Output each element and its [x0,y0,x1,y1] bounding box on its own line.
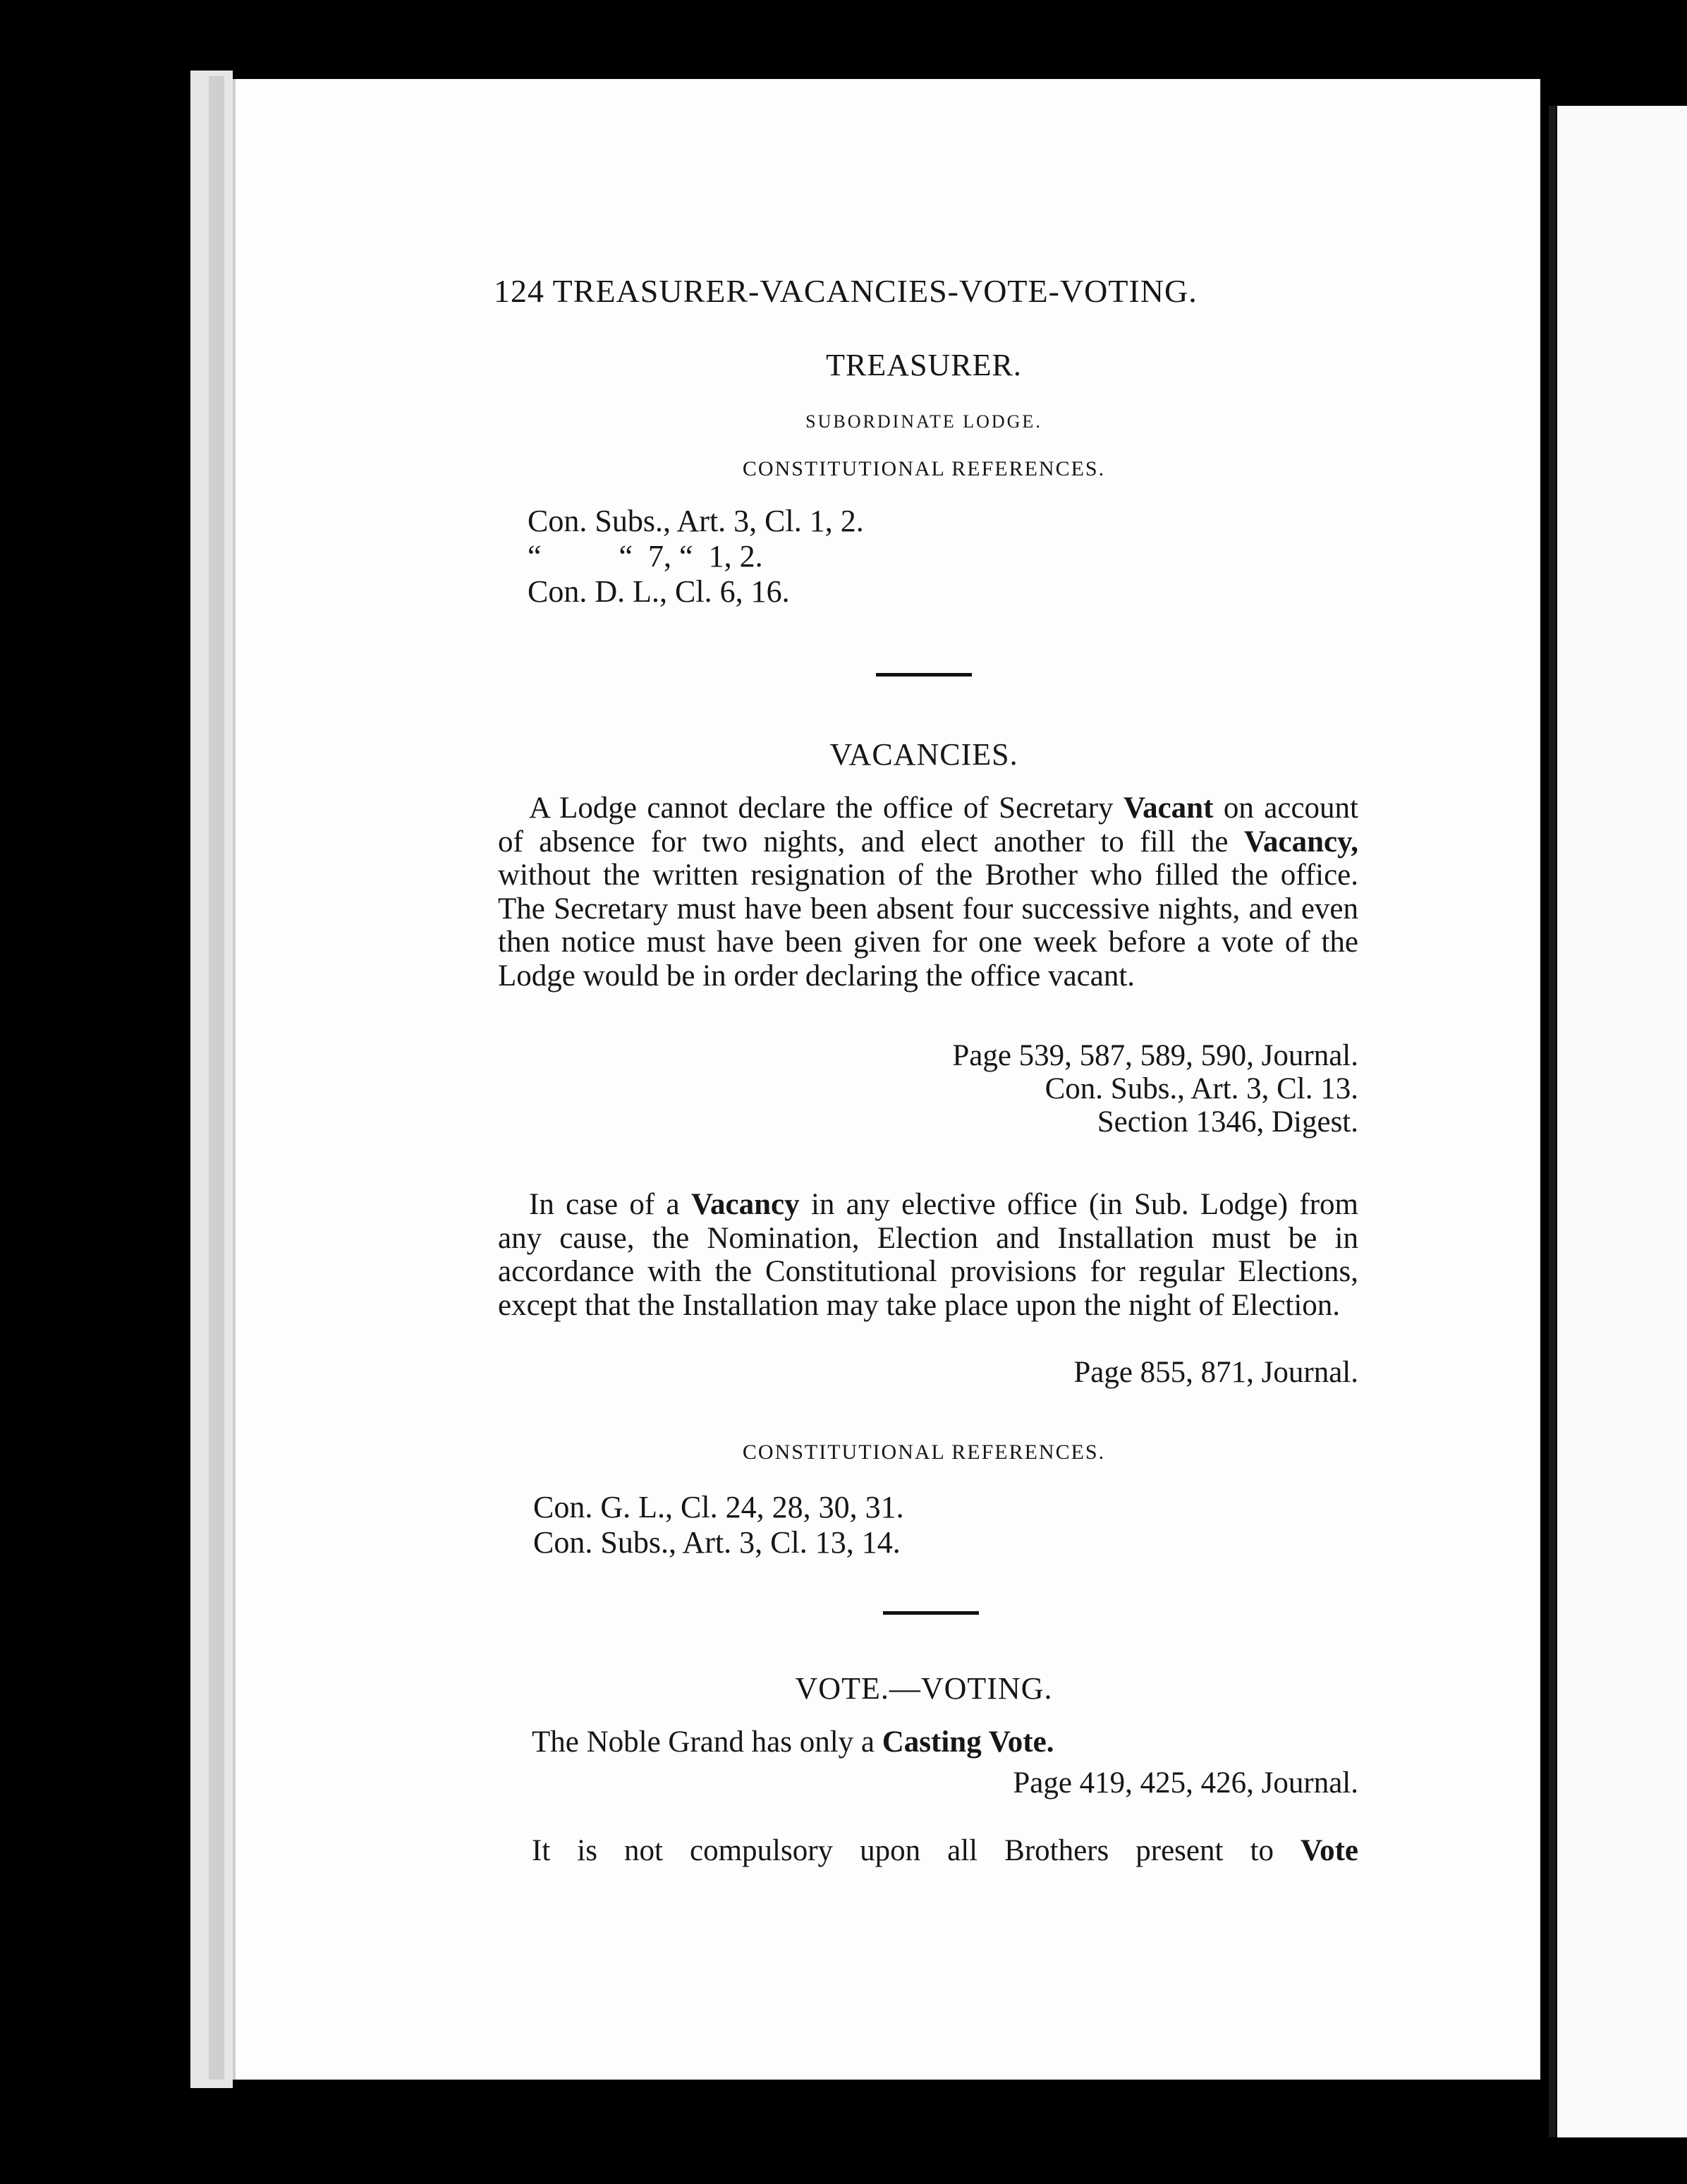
ref-line: Con. D. L., Cl. 6, 16. [528,574,790,609]
bold-term: Vacancy, [1243,825,1358,859]
vacancies-citation-1 [776,1039,1358,1139]
treasurer-refs [528,502,864,611]
vote-title: VOTE.—VOTING. [795,1671,1053,1706]
text-run: without the written resignation of the Brother who filled the office. The Secretary must have been absent four successive nights, and even then notice must have been given for one week before a vote of the Lodge would be in order declaring the office vacant. [498,859,1358,993]
citation-line: Section 1346, Digest. [1097,1105,1358,1139]
text-run: The Noble Grand has only a [532,1725,882,1759]
treasurer-refs-heading: CONSTITUTIONAL REFERENCES. [742,457,1106,480]
text-run: A Lodge cannot declare the office of Secretary [529,791,1123,825]
text-run: In case of a [529,1188,691,1221]
text-run: on account of absence for two nights, and elect another to fill the [498,791,1358,859]
bold-term: Vacancy [690,1188,800,1221]
vacancies-paragraph-2 [498,1188,1358,1322]
vote-paragraph-1 [498,1725,1358,1759]
ref-line: Con. G. L., Cl. 24, 28, 30, 31. [533,1490,904,1524]
citation-line: Con. Subs., Art. 3, Cl. 13. [1045,1072,1358,1105]
facing-page-edge [1557,106,1687,2137]
citation-line: Page 539, 587, 589, 590, Journal. [952,1039,1358,1072]
page-edge-stack [209,76,224,2080]
ref-line: Con. Subs., Art. 3, Cl. 13, 14. [533,1525,901,1560]
gutter-shadow [1549,106,1556,2137]
vacancies-refs [533,1490,904,1560]
treasurer-title: TREASURER. [826,348,1022,382]
vote-paragraph-2 [498,1834,1358,1868]
running-head: 124 TREASURER-VACANCIES-VOTE-VOTING. [494,273,1198,309]
vacancies-paragraph-1 [498,791,1358,993]
text-run: It is not compulsory upon all Brothers present to [532,1834,1301,1867]
vote-citation-1: Page 419, 425, 426, Journal. [1013,1766,1358,1800]
vacancies-citation-2: Page 855, 871, Journal. [1073,1356,1358,1389]
section-divider [883,1611,979,1615]
bold-term: Casting Vote. [882,1725,1054,1759]
section-divider [876,673,972,677]
treasurer-subtitle: SUBORDINATE LODGE. [805,411,1042,432]
bold-term: Vacant [1123,791,1214,825]
text-run: in any elective office (in Sub. Lodge) from any cause, the Nomination, Election and Installation must be in accordance with the Constitutional provisions for regular Elections, except that the Installation may take place upon the night of Election. [498,1188,1358,1322]
ref-line: “ “ 7, “ 1, 2. [528,539,763,574]
bold-term: Vote [1300,1834,1358,1867]
vacancies-title: VACANCIES. [829,737,1018,772]
ref-line: Con. Subs., Art. 3, Cl. 1, 2. [528,504,864,538]
vacancies-refs-heading: CONSTITUTIONAL REFERENCES. [742,1440,1106,1464]
